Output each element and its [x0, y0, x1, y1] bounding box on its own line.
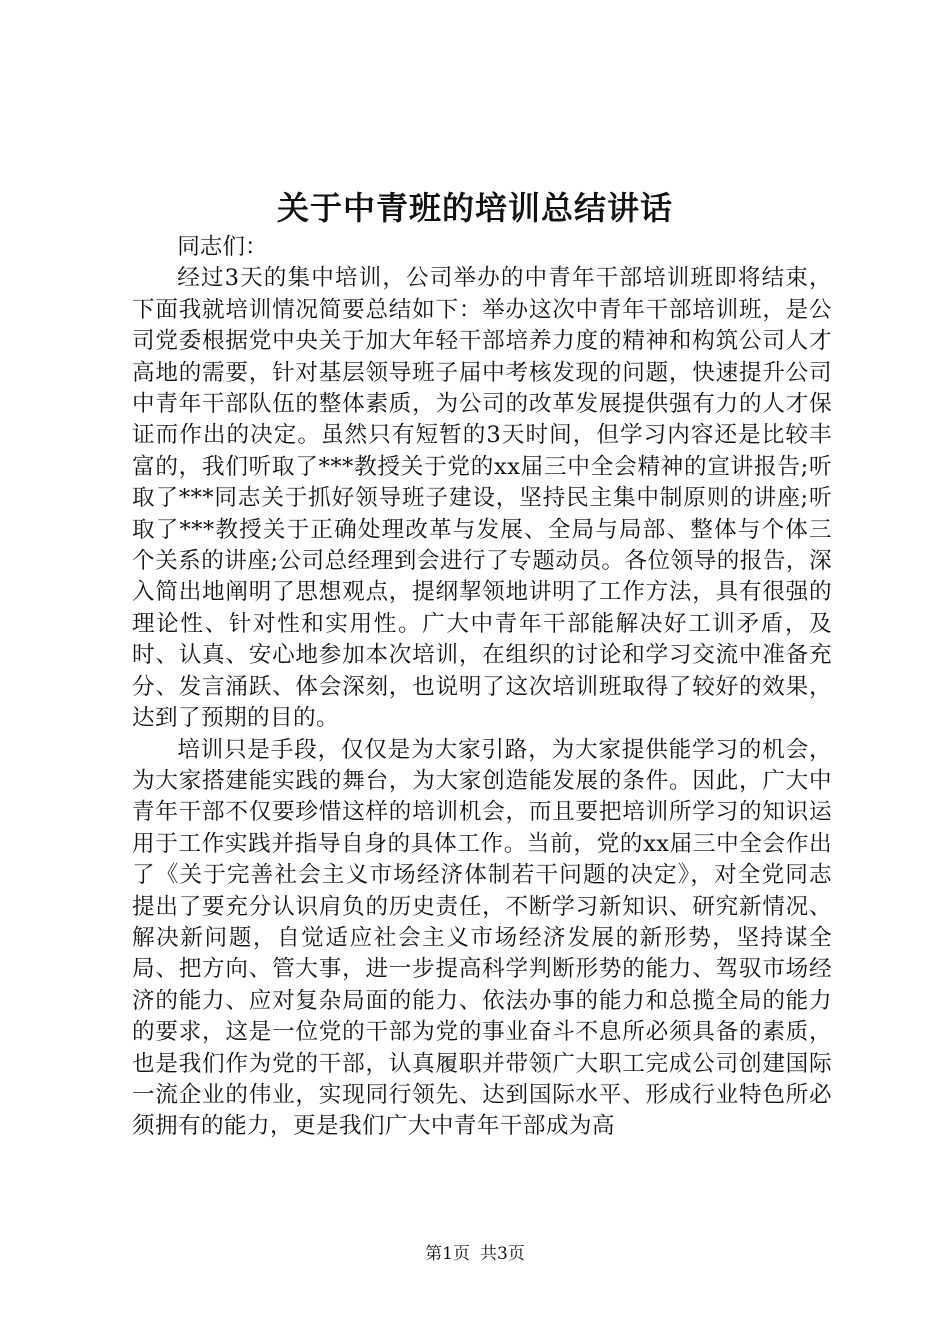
- document-body: [132, 232, 832, 1143]
- page-total: 共3页: [480, 1244, 525, 1264]
- page-footer: [0, 1242, 950, 1266]
- salutation: 同志们：: [177, 234, 268, 260]
- paragraph-1: 经过3天的集中培训，公司举办的中青年干部培训班即将结束，下面我就培训情况简要总结如下：举办这次中青年干部培训班，是公司党委根据党中央关于加大年轻干部培养力度的精神和构筑公司人才高地的需要，针对基层领导班子届中考核发现的问题，快速提升公司中青年干部队伍的整体素质，为公司的改革发展提供强有力的人才保证而作出的决定。虽然只有短暂的3天时间，但学习内容还是比较丰富的，我们听取了***教授关于党的xx届三中全会精神的宣讲报告;听取了***同志关于抓好领导班子建设，坚持民主集中制原则的讲座;听取了***教授关于正确处理改革与发展、全局与局部、整体与个体三个关系的讲座;公司总经理到会进行了专题动员。各位领导的报告，深入简出地阐明了思想观点，提纲挈领地讲明了工作方法，具有很强的理论性、针对性和实用性。广大中青年干部能解决好工训矛盾，及时、认真、安心地参加本次培训，在组织的讨论和学习交流中准备充分、发言涌跃、体会深刻，也说明了这次培训班取得了较好的效果，达到了预期的目的。: [132, 265, 832, 732]
- paragraph-2: 培训只是手段，仅仅是为大家引路，为大家提供能学习的机会，为大家搭建能实践的舞台，为大家创造能发展的条件。因此，广大中青年干部不仅要珍惜这样的培训机会，而且要把培训所学习的知识运用于工作实践并指导自身的具体工作。当前，党的xx届三中全会作出了《关于完善社会主义市场经济体制若干问题的决定》，对全党同志提出了要充分认识肩负的历史责任，不断学习新知识、研究新情况、解决新问题，自觉适应社会主义市场经济发展的新形势，坚持谋全局、把方向、管大事，进一步提高科学判断形势的能力、驾驭市场经济的能力、应对复杂局面的能力、依法办事的能力和总揽全局的能力的要求，这是一位党的干部为党的事业奋斗不息所必须具备的素质，也是我们作为党的干部，认真履职并带领广大职工完成公司创建国际一流企业的伟业，实现同行领先、达到国际水平、形成行业特色所必须拥有的能力，更是我们广大中青年干部成为高: [132, 736, 832, 1140]
- document-title: 关于中青班的培训总结讲话: [276, 189, 673, 227]
- page-number: 第1页: [425, 1244, 470, 1264]
